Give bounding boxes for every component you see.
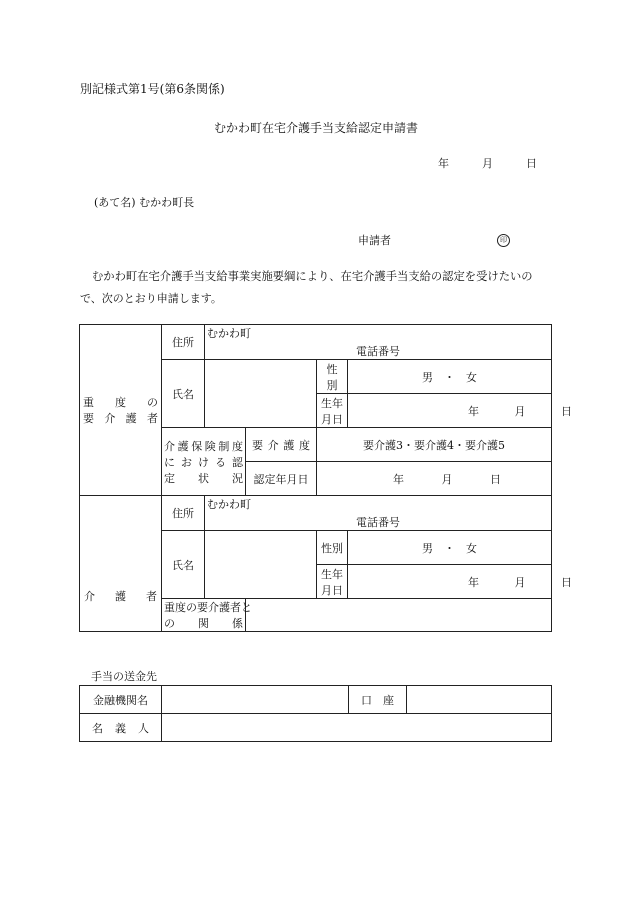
caregiver-dob-field[interactable]: 年 月 日 [348, 565, 552, 599]
seal-mark [497, 232, 510, 247]
relation-field[interactable] [246, 599, 552, 632]
account-label: 口 座 [349, 686, 407, 714]
cared-name-field[interactable] [205, 360, 317, 428]
caregiver-address-label: 住所 [162, 496, 205, 531]
application-date [438, 155, 537, 171]
cared-phone-label: 電話番号 [356, 345, 401, 358]
caregiver-sex-label: 性別 [317, 531, 348, 565]
form-title: むかわ町在宅介護手当支給認定申請書 [214, 121, 419, 135]
cared-person-label-line-1: 重 度 の [83, 396, 158, 409]
caregiver-sex-options[interactable]: 男 ・ 女 [348, 531, 552, 565]
account-holder-field[interactable] [162, 714, 552, 742]
remittance-heading: 手当の送金先 [91, 670, 157, 683]
caregiver-address-value: むかわ町 [207, 498, 251, 511]
application-table [79, 324, 572, 632]
caregiver-name-label: 氏名 [162, 531, 205, 599]
cared-dob-field[interactable]: 年 月 日 [348, 394, 552, 428]
cert-date-label: 認定年月日 [246, 462, 317, 496]
bank-name-field[interactable] [162, 686, 349, 714]
cared-person-label-line-2: 要 介 護 者 [83, 412, 158, 425]
form-number: 別記様式第1号(第6条関係) [80, 82, 225, 96]
cared-name-label: 氏名 [162, 360, 205, 428]
cared-address-label: 住所 [162, 325, 205, 360]
date-month: 月 [482, 157, 493, 170]
cared-dob-label: 生年月日 [317, 394, 348, 428]
caregiver-dob-label: 生年月日 [317, 565, 348, 599]
care-level-label: 要 介 護 度 [246, 428, 317, 462]
relation-label: 重 度 の 要 介 護 者 と の 関 係 [162, 599, 246, 632]
date-day: 日 [526, 157, 537, 170]
remittance-table [79, 685, 552, 742]
account-field[interactable] [407, 686, 552, 714]
addressee: (あて名) むかわ町長 [94, 196, 195, 209]
cert-date-field[interactable]: 年 月 日 [317, 462, 552, 496]
insurance-status-label: 介 護 保 険 制 度 に お け る 認 定 状 況 [162, 428, 246, 496]
caregiver-section-label: 介 護 者 [80, 496, 162, 632]
account-holder-label: 名 義 人 [80, 714, 162, 742]
cared-sex-label: 性 別 [317, 360, 348, 394]
intro-line-1: むかわ町在宅介護手当支給事業実施要綱により、在宅介護手当支給の認定を受けたいの [92, 270, 533, 283]
caregiver-phone-label: 電話番号 [356, 516, 401, 529]
cared-person-section-label [80, 325, 162, 496]
cared-address-value: むかわ町 [207, 327, 251, 340]
bank-name-label: 金融機関名 [80, 686, 162, 714]
cared-sex-options[interactable]: 男 ・ 女 [348, 360, 552, 394]
caregiver-address-field[interactable] [205, 496, 552, 531]
intro-line-2: で、次のとおり申請します。 [80, 292, 222, 305]
date-year: 年 [438, 157, 449, 170]
care-level-options[interactable]: 要介護3・要介護4・要介護5 [317, 428, 552, 462]
seal-icon: 印 [497, 234, 510, 247]
cared-address-field[interactable] [205, 325, 552, 360]
applicant-label: 申請者 [358, 234, 391, 247]
caregiver-name-field[interactable] [205, 531, 317, 599]
